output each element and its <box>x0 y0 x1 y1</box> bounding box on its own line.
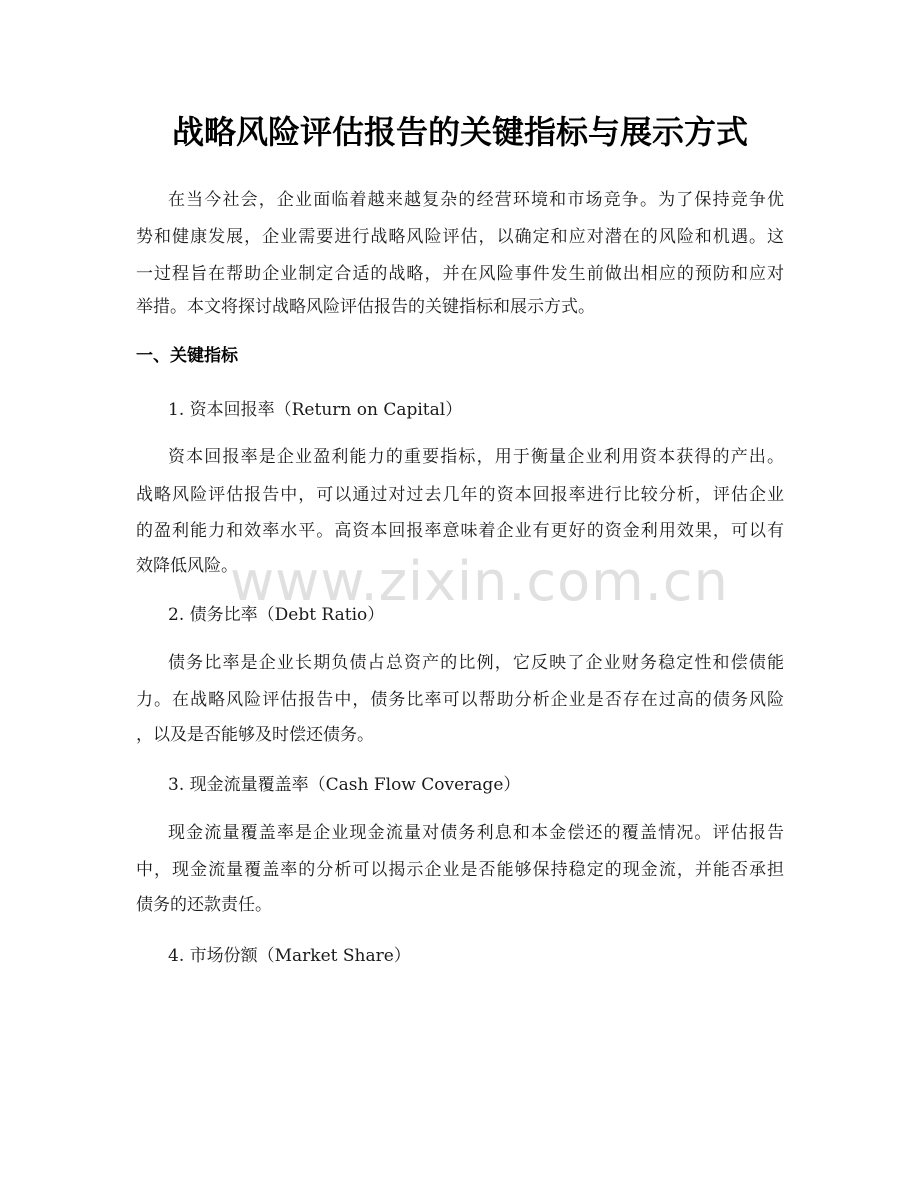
item-1-line-1: 资本回报率是企业盈利能力的重要指标，用于衡量企业利用资本获得的产出。 <box>168 447 784 467</box>
item-2-line-1: 债务比率是企业长期负债占总资产的比例，它反映了企业财务稳定性和偿债能 <box>168 653 784 673</box>
item-2-line-2: 力。在战略风险评估报告中，债务比率可以帮助分析企业是否存在过高的债务风险 <box>136 690 784 710</box>
item-3-line-1: 现金流量覆盖率是企业现金流量对债务利息和本金偿还的覆盖情况。评估报告 <box>168 823 784 843</box>
document-title: 战略风险评估报告的关键指标与展示方式 <box>171 113 748 151</box>
intro-line-1: 在当今社会，企业面临着越来越复杂的经营环境和市场竞争。为了保持竞争优 <box>168 190 784 210</box>
item-1-line-2: 战略风险评估报告中，可以通过对过去几年的资本回报率进行比较分析，评估企业 <box>136 485 784 505</box>
item-2-line-3: ，以及是否能够及时偿还债务。 <box>136 725 374 745</box>
item-3-line-3: 债务的还款责任。 <box>136 895 272 915</box>
item-4-title: 4. 市场份额（Market Share） <box>168 946 411 966</box>
item-1-line-4: 效降低风险。 <box>136 556 238 576</box>
item-3-title: 3. 现金流量覆盖率（Cash Flow Coverage） <box>168 775 521 795</box>
section-heading: 一、关键指标 <box>136 346 238 366</box>
item-1-line-3: 的盈利能力和效率水平。高资本回报率意味着企业有更好的资金利用效果，可以有 <box>136 521 784 541</box>
intro-line-2: 势和健康发展，企业需要进行战略风险评估，以确定和应对潜在的风险和机遇。这 <box>136 227 784 247</box>
item-2-title: 2. 债务比率（Debt Ratio） <box>168 605 385 625</box>
watermark: www.zixin.com.cn <box>230 550 729 613</box>
intro-line-4: 举措。本文将探讨战略风险评估报告的关键指标和展示方式。 <box>136 297 595 317</box>
item-3-line-2: 中，现金流量覆盖率的分析可以揭示企业是否能够保持稳定的现金流，并能否承担 <box>136 860 784 880</box>
intro-line-3: 一过程旨在帮助企业制定合适的战略，并在风险事件发生前做出相应的预防和应对 <box>136 264 784 284</box>
item-1-title: 1. 资本回报率（Return on Capital） <box>168 400 463 420</box>
